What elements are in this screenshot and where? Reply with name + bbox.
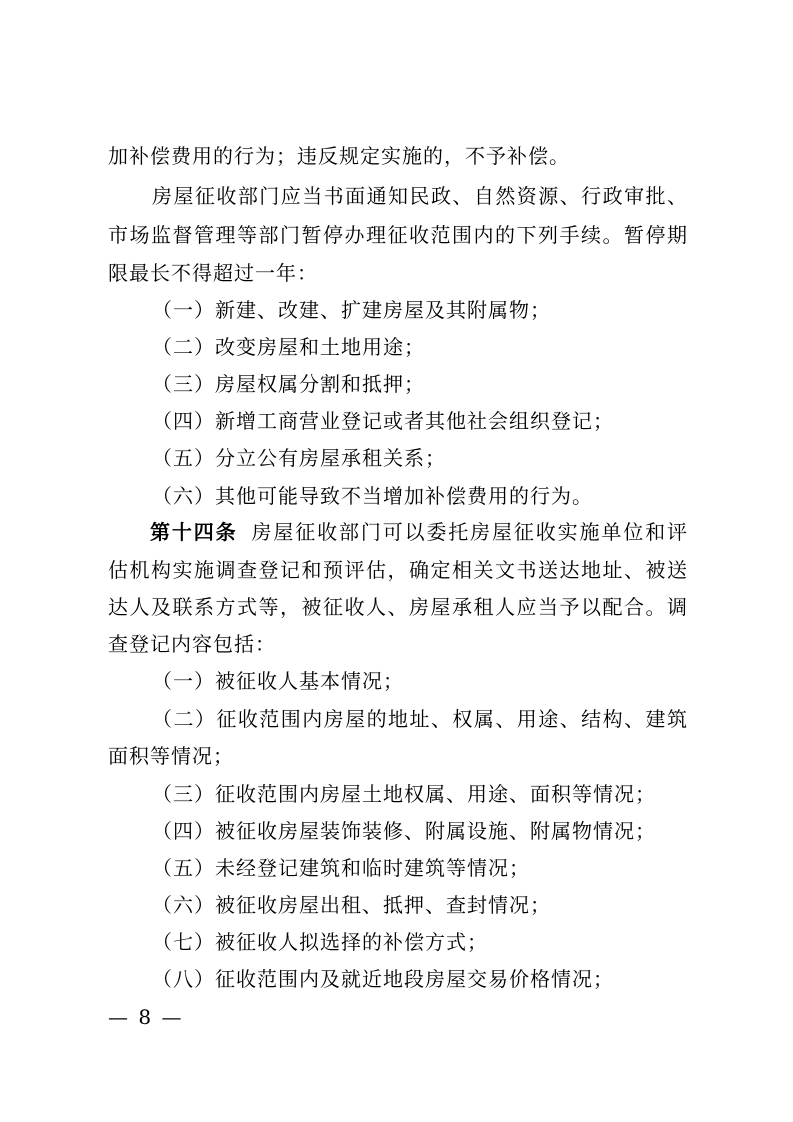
list-item: （三）房屋权属分割和抵押； bbox=[152, 372, 425, 396]
list-item: （二）征收范围内房屋的地址、权属、用途、结构、建筑 bbox=[152, 707, 688, 731]
paragraph-line: 房屋征收部门应当书面通知民政、自然资源、行政审批、 bbox=[152, 184, 688, 208]
list-item: （四）新增工商营业登记或者其他社会组织登记； bbox=[152, 409, 614, 433]
article-14-first-line bbox=[150, 517, 688, 547]
paragraph-line: 限最长不得超过一年： bbox=[108, 261, 318, 285]
list-item: （二）改变房屋和土地用途； bbox=[152, 335, 425, 359]
list-item: （一）被征收人基本情况； bbox=[152, 669, 404, 693]
list-item: （一）新建、改建、扩建房屋及其附属物； bbox=[152, 298, 551, 322]
list-item: （七）被征收人拟选择的补偿方式； bbox=[152, 930, 488, 954]
list-item: （八）征收范围内及就近地段房屋交易价格情况； bbox=[152, 967, 614, 991]
list-item: （四）被征收房屋装饰装修、附属设施、附属物情况； bbox=[152, 819, 656, 843]
paragraph-line: 查登记内容包括： bbox=[108, 632, 276, 656]
article-heading: 第十四条 bbox=[150, 520, 238, 544]
paragraph-line: 面积等情况； bbox=[108, 744, 234, 768]
page-number: — 8 — bbox=[108, 1005, 184, 1029]
paragraph-line: 市场监督管理等部门暂停办理征收范围内的下列手续。暂停期 bbox=[108, 223, 688, 247]
list-item: （三）征收范围内房屋土地权属、用途、面积等情况； bbox=[152, 782, 656, 806]
list-item: （六）被征收房屋出租、抵押、查封情况； bbox=[152, 893, 551, 917]
list-item: （六）其他可能导致不当增加补偿费用的行为。 bbox=[152, 484, 593, 508]
paragraph-line: 达人及联系方式等，被征收人、房屋承租人应当予以配合。调 bbox=[108, 595, 688, 619]
paragraph-line: 估机构实施调查登记和预评估，确定相关文书送达地址、被送 bbox=[108, 558, 688, 582]
list-item: （五）分立公有房屋承租关系； bbox=[152, 446, 446, 470]
article-14-text: 房屋征收部门可以委托房屋征收实施单位和评 bbox=[251, 520, 689, 544]
paragraph-line: 加补偿费用的行为；违反规定实施的，不予补偿。 bbox=[108, 144, 570, 168]
list-item: （五）未经登记建筑和临时建筑等情况； bbox=[152, 856, 530, 880]
